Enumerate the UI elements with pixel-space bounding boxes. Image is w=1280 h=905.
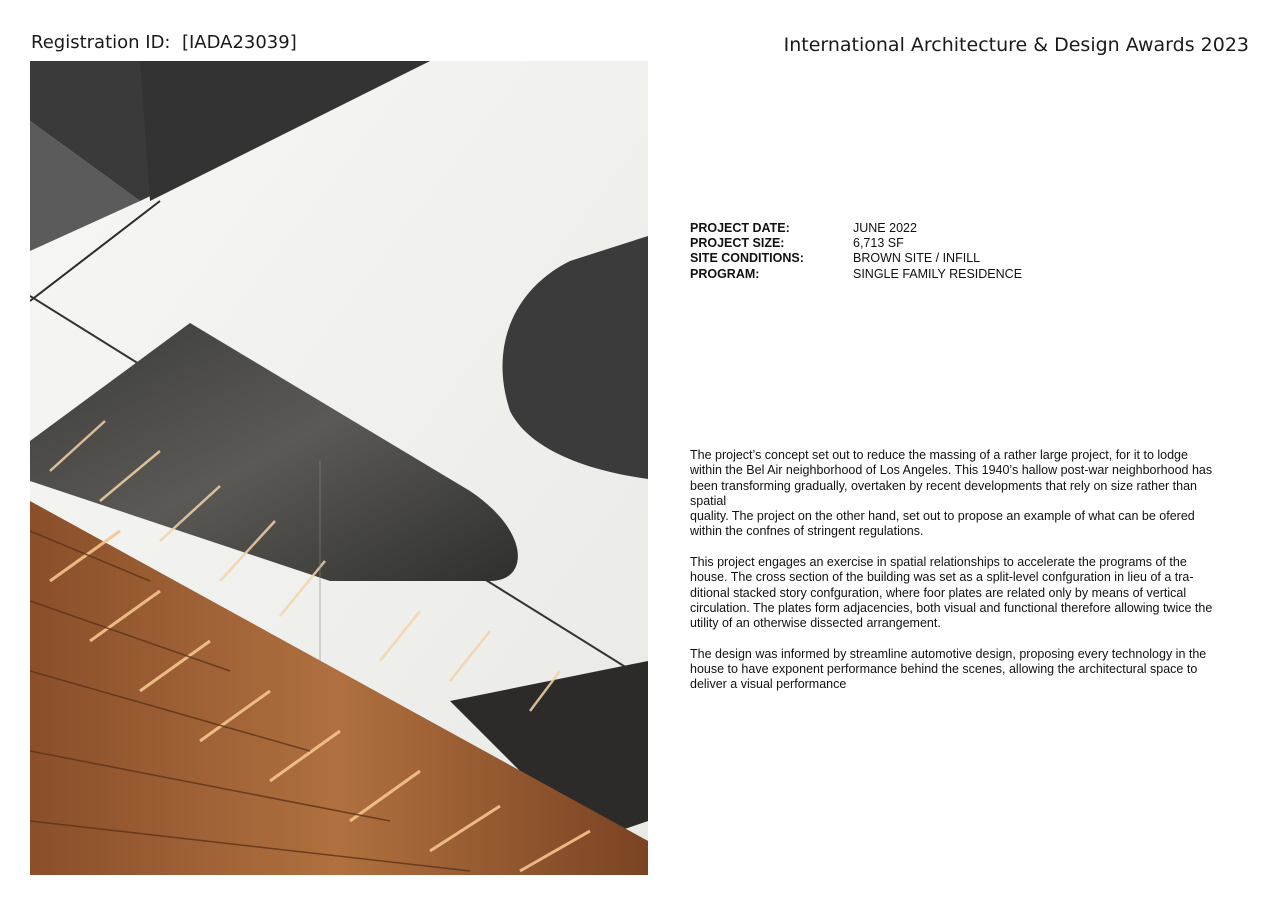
fact-value: JUNE 2022 (853, 221, 917, 235)
fact-row-program (690, 267, 1022, 282)
description-paragraph-1a: The project’s concept set out to reduce the massing of a rather large project, for it to lodge within the Bel Air neighborhood of Los Angeles. This 1940’s hallow post-war neighborhood has been transforming gradually, overtaken by recent developments that rely on size rather than spatial (690, 448, 1213, 508)
project-facts (690, 221, 1022, 282)
description-paragraph (690, 509, 1215, 540)
description-paragraph: This project engages an exercise in spatial relationships to accelerate the programs of the house. The cross section of the building was set as a split-level confguration in lieu of a tra-ditional stacked story confguration, where foor plates are related only by means of vertical circulation. The plates form adjacencies, both visual and functional therefore allowing twice the utility of an otherwise dissected arrangement. (690, 555, 1213, 631)
fact-value: BROWN SITE / INFILL (853, 251, 981, 266)
fact-value: SINGLE FAMILY RESIDENCE (853, 266, 1023, 281)
fact-value: 6,713 SF (853, 236, 904, 251)
fact-label: PROGRAM: (690, 266, 760, 281)
fact-row-site (690, 251, 1022, 266)
award-title: International Architecture & Design Awards 2023 (783, 34, 1249, 56)
fact-row-date (690, 221, 1022, 236)
fact-label: PROJECT SIZE: (690, 236, 785, 251)
registration-id: Registration ID: [IADA23039] (31, 32, 297, 53)
fact-label: SITE CONDITIONS: (690, 251, 804, 266)
fact-row-size (690, 236, 1022, 251)
description-paragraph-1b: quality. The project on the other hand, set out to propose an example of what can be ofered within the confnes of stringent regulations. (690, 509, 1195, 539)
description-paragraph (690, 448, 1215, 509)
description-paragraph: The design was informed by streamline automotive design, proposing every technology in the house to have exponent performance behind the scenes, allowing the architectural space to deliver a visual performance (690, 646, 1207, 692)
staircase-photo (30, 61, 648, 875)
fact-label: PROJECT DATE: (690, 221, 790, 235)
project-description (690, 448, 1215, 708)
